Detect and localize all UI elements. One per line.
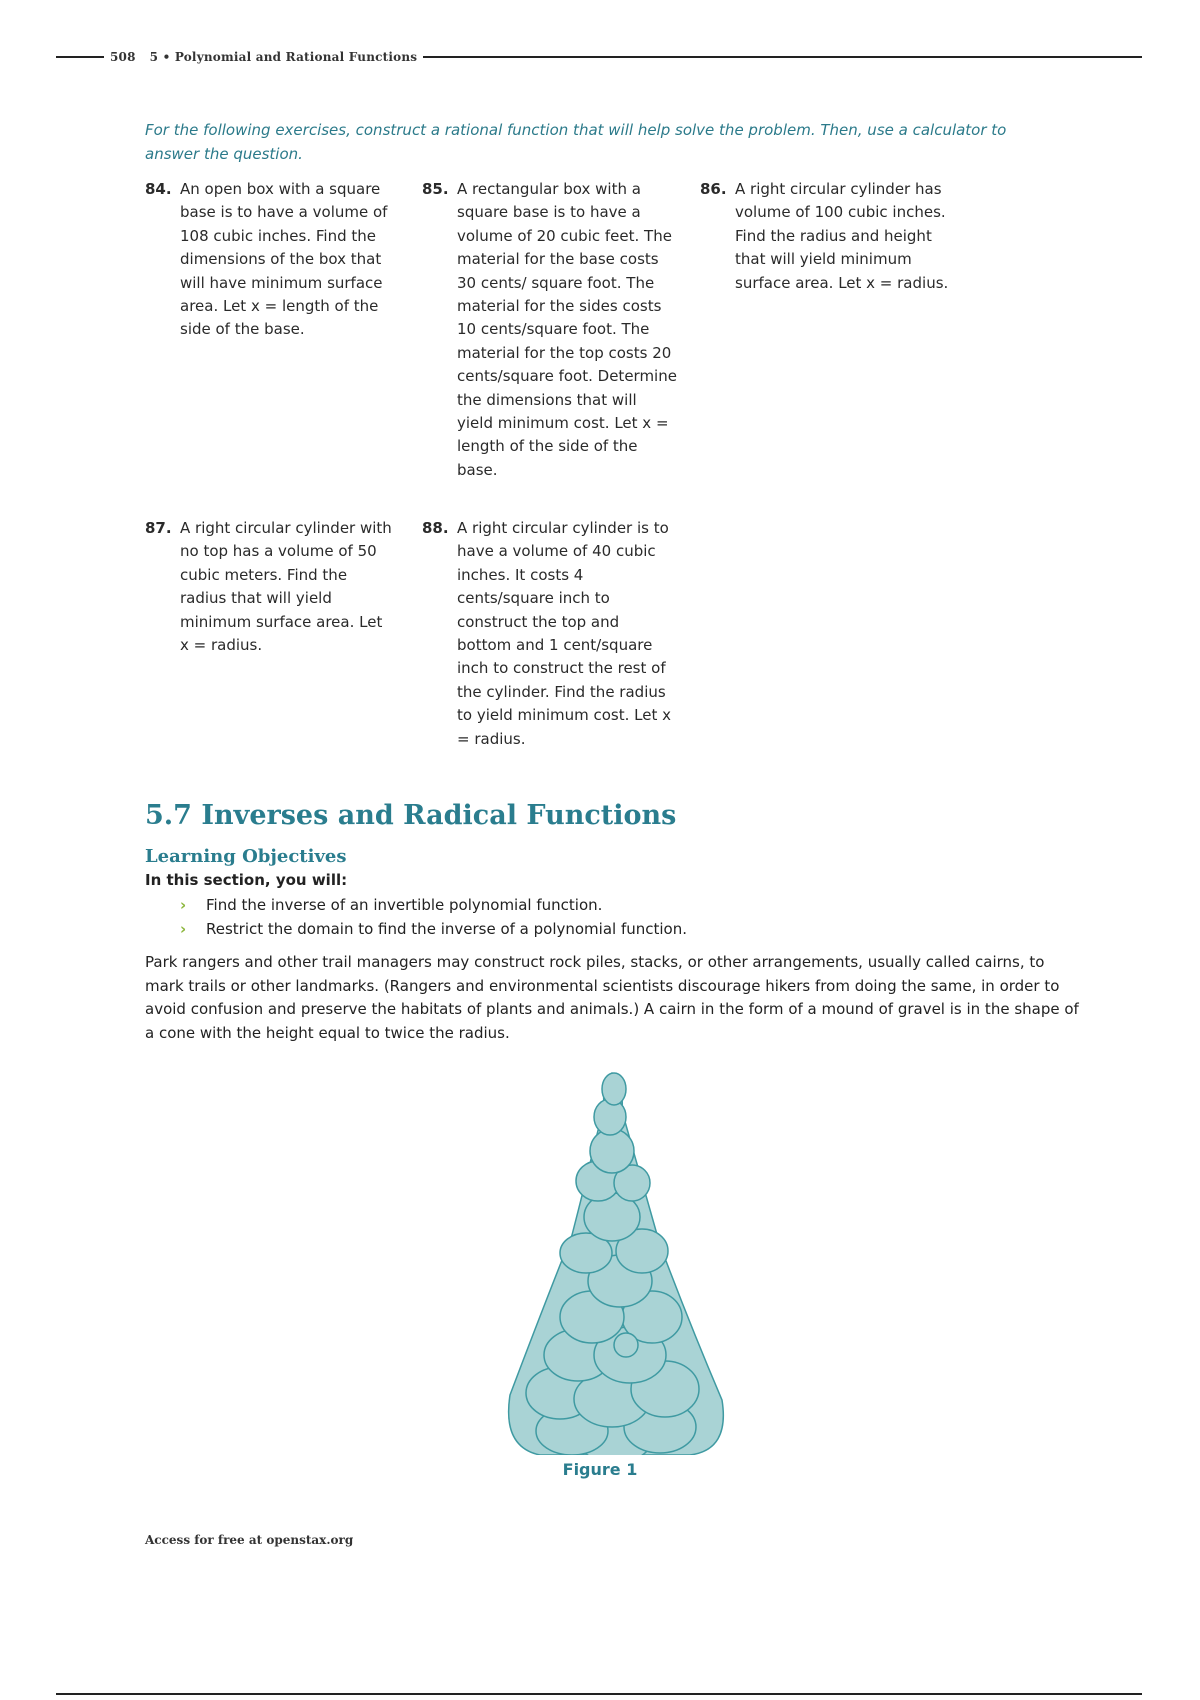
section-title: 5.7 Inverses and Radical Functions [145, 800, 677, 831]
objective-item [180, 893, 687, 917]
chapter-title: 5 • Polynomial and Rational Functions [149, 50, 418, 64]
exercise-text: A right circular cylinder has volume of 100 cubic inches. Find the radius and height that will yield minimum surface area. Let x = radius. [735, 180, 949, 292]
exercise-85 [422, 178, 677, 482]
exercise-84 [145, 178, 395, 342]
exercise-86 [700, 178, 955, 295]
chevron-right-icon: › [180, 896, 187, 914]
chevron-right-icon: › [180, 920, 187, 938]
exercise-text: An open box with a square base is to have a volume of 108 cubic inches. Find the dimensions of the box that will have minimum surface area. Let x = length of the side of the base. [180, 180, 388, 339]
exercise-number: 86. [700, 180, 727, 198]
exercise-88 [422, 517, 677, 751]
figure-caption: Figure 1 [562, 1460, 638, 1479]
footer-link-text: Access for free at openstax.org [145, 1533, 354, 1547]
cairn-stone [614, 1333, 638, 1357]
exercise-number: 87. [145, 519, 172, 537]
exercise-text: A right circular cylinder with no top has a volume of 50 cubic meters. Find the radius that will yield minimum surface area. Let x = radius. [180, 519, 392, 655]
exercise-text: A rectangular box with a square base is to have a volume of 20 cubic feet. The material for the base costs 30 cents/ square foot. The material for the sides costs 10 cents/square foot. The material for the top costs 20 cents/square foot. Determine the dimensions that will yield minimum cost. Let x = length of the side of the base. [457, 180, 677, 479]
exercise-instructions: For the following exercises, construct a rational function that will help solve the problem. Then, use a calculator to answer the question. [145, 121, 1007, 163]
cairn-stone [602, 1073, 626, 1105]
cairn-figure [500, 1055, 730, 1455]
objectives-list [180, 893, 687, 941]
running-header [104, 50, 423, 64]
exercise-text: A right circular cylinder is to have a volume of 40 cubic inches. It costs 4 cents/square inch to construct the top and bottom and 1 cent/square inch to construct the rest of the cylinder. Find the radius to yield minimum cost. Let x = radius. [457, 519, 672, 748]
exercise-number: 84. [145, 180, 172, 198]
intro-paragraph: Park rangers and other trail managers may construct rock piles, stacks, or other arrangements, usually called cairns, to mark trails or other landmarks. (Rangers and environmental scientists discourage hikers from doing the same, in order to avoid confusion and preserve the habitats of plants and animals.) A cairn in the form of a mound of gravel is in the shape of a cone with the height equal to twice the radius. [145, 953, 1079, 1042]
objective-text: Restrict the domain to find the inverse of a polynomial function. [206, 920, 688, 938]
exercise-number: 88. [422, 519, 449, 537]
cairn-illustration [500, 1055, 730, 1455]
exercise-number: 85. [422, 180, 449, 198]
objective-item [180, 917, 687, 941]
bottom-rule [56, 1693, 1142, 1695]
learning-objectives-heading: Learning Objectives [145, 846, 347, 867]
page-number: 508 [110, 50, 136, 64]
objectives-intro: In this section, you will: [145, 871, 348, 889]
objective-text: Find the inverse of an invertible polynomial function. [206, 896, 603, 914]
exercise-87 [145, 517, 395, 657]
